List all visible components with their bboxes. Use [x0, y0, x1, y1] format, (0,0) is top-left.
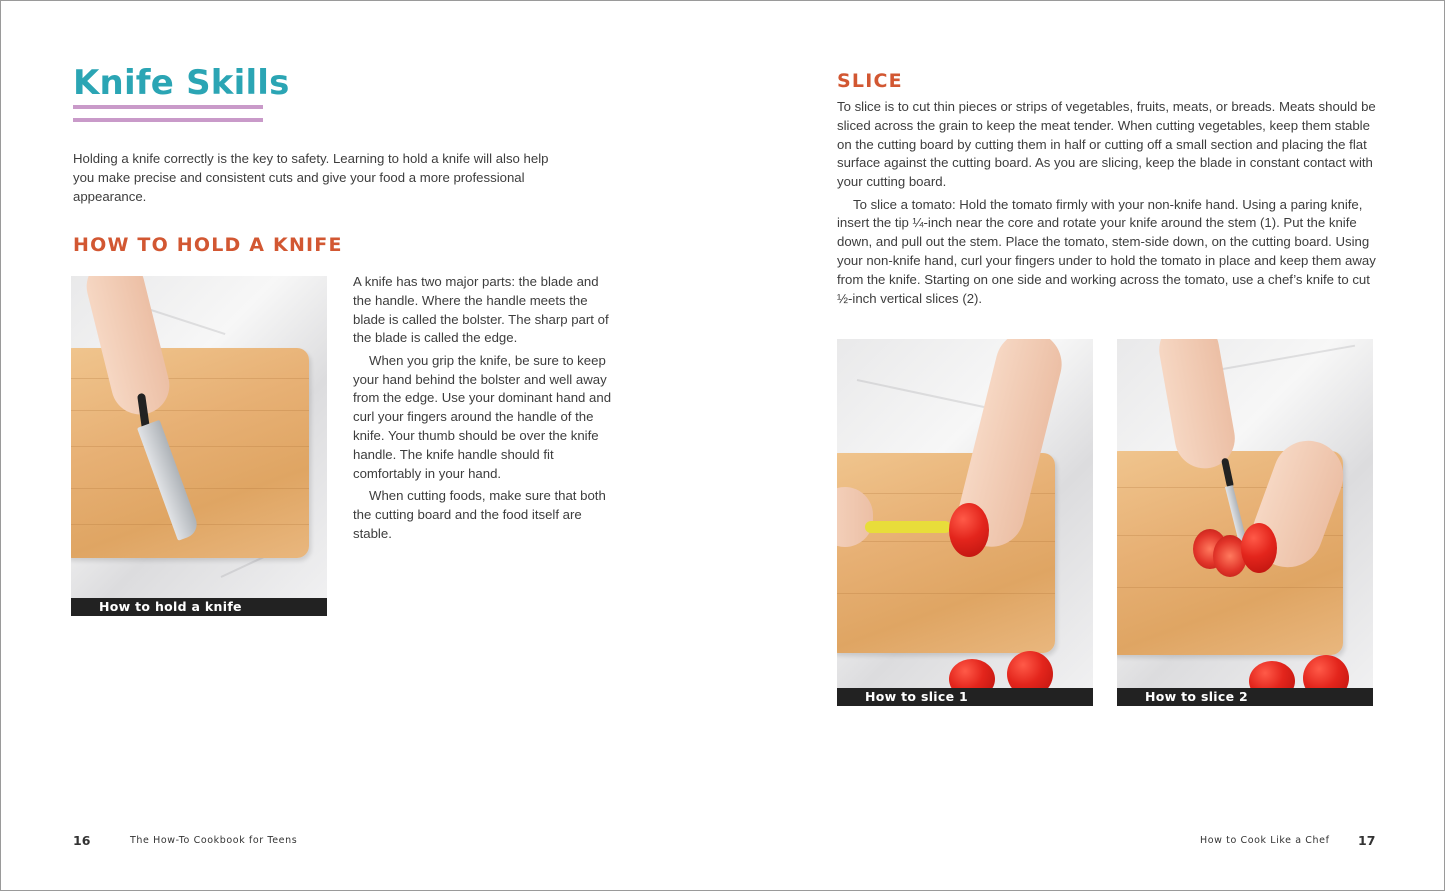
section-heading-hold-knife: HOW TO HOLD A KNIFE — [73, 234, 343, 256]
photo-caption: How to hold a knife — [71, 598, 327, 616]
page-title: Knife Skills — [73, 63, 290, 103]
running-head-left: The How-To Cookbook for Teens — [130, 835, 298, 846]
tomato — [1241, 523, 1277, 573]
title-underline-top — [73, 105, 263, 109]
photo-caption: How to slice 1 — [837, 688, 1093, 706]
paragraph: When you grip the knife, be sure to keep your hand behind the bolster and well away from the edge. Use your dominant hand and curl your fingers around the handle of the knife. Your thumb should be over the knife handle. The knife handle should fit comfortably in your hand. — [353, 352, 612, 481]
slice-text — [837, 98, 1377, 312]
hold-knife-text — [353, 273, 615, 547]
photo-caption: How to slice 2 — [1117, 688, 1373, 706]
page-number-left: 16 — [73, 833, 91, 848]
running-head-right: How to Cook Like a Chef — [1200, 835, 1330, 846]
paring-knife-handle — [865, 521, 951, 533]
photo-hold-knife — [71, 276, 327, 616]
photo-slice-2 — [1117, 339, 1373, 706]
section-heading-slice: SLICE — [837, 70, 903, 92]
intro-paragraph: Holding a knife correctly is the key to safety. Learning to hold a knife will also help you make precise and consistent cuts and give your food a more professional appearance. — [73, 151, 549, 204]
paragraph: When cutting foods, make sure that both the cutting board and the food itself are stable. — [353, 487, 606, 541]
page-number-right: 17 — [1358, 833, 1376, 848]
paragraph: To slice is to cut thin pieces or strips of vegetables, fruits, meats, or breads. Meats should be sliced across the grain to keep the meat tender. When cutting vegetables, keep them stable on the cutting board by cutting them in half or cutting off a small section and placing the flat surface against the cutting board. As you are slicing, keep the blade in constant contact with your cutting board. — [837, 99, 1376, 190]
paragraph: A knife has two major parts: the blade and the handle. Where the handle meets the blade is called the bolster. The sharp part of the blade is called the edge. — [353, 274, 609, 346]
tomato — [949, 503, 989, 557]
paragraph: To slice a tomato: Hold the tomato firmly with your non-knife hand. Using a paring knife, insert the tip ¼-inch near the core and rotate your knife around the stem (1). Put the knife down, and pull out the stem. Place the tomato, stem-side down, on the cutting board. Using your non-knife hand, curl your fingers under to hold the tomato in place and keep them away from the knife. Starting on one side and working across the tomato, use a chef’s knife to cut ½-inch vertical slices (2). — [837, 196, 1376, 306]
title-underline-bottom — [73, 118, 263, 122]
photo-slice-1 — [837, 339, 1093, 706]
